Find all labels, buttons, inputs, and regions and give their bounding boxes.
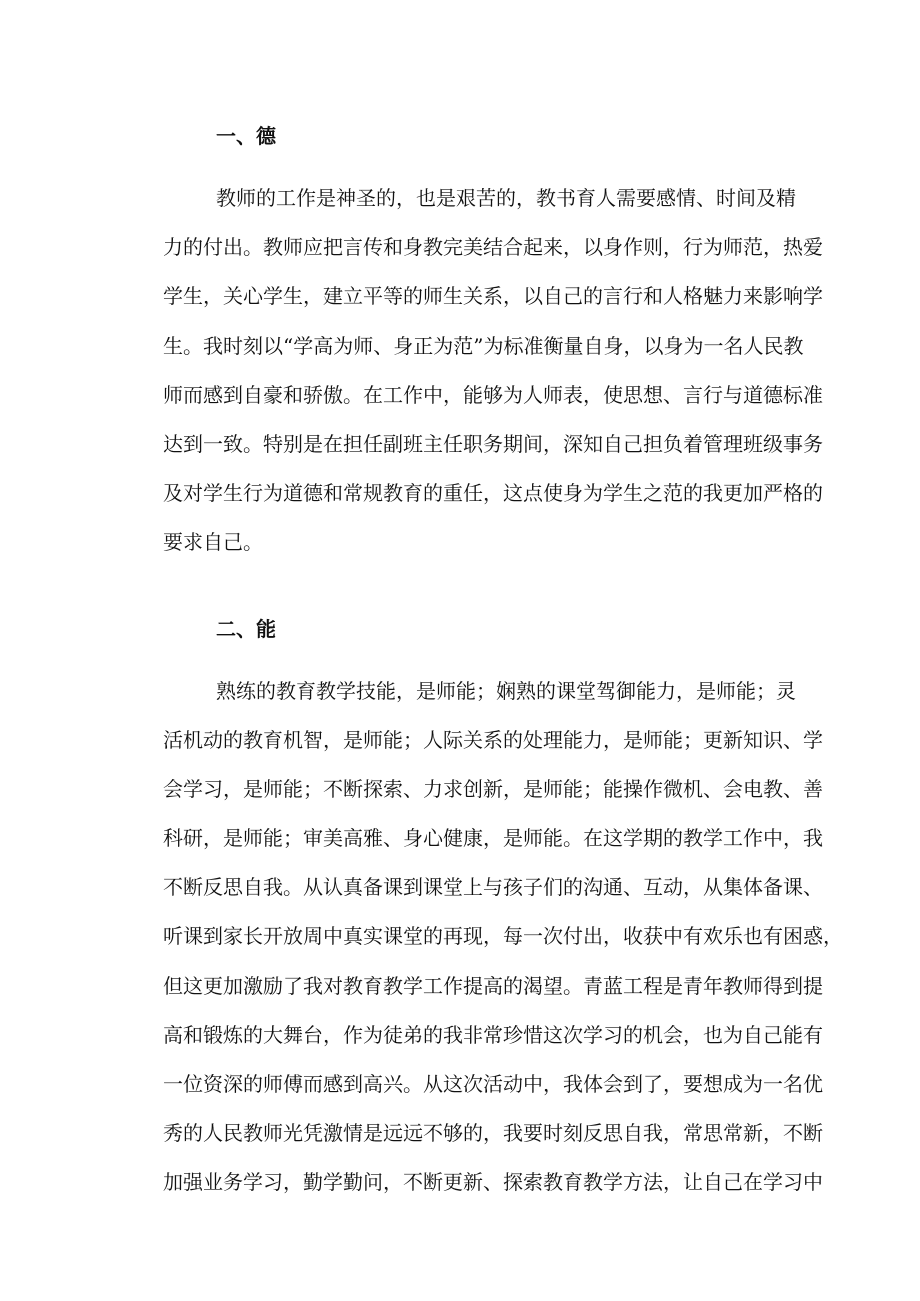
section-paragraph-neng — [163, 673, 843, 1214]
paragraph-line: 力的付出。教师应把言传和身教完美结合起来，以身作则，行为师范，热爱 — [163, 235, 823, 260]
paragraph-line: 会学习，是师能；不断探索、力求创新，是师能；能操作微机、会电教、善 — [163, 776, 823, 801]
paragraph-line: 但这更加激励了我对教育教学工作提高的渴望。青蓝工程是青年教师得到提 — [163, 973, 823, 998]
paragraph-line: 听课到家长开放周中真实课堂的再现，每一次付出，收获中有欢乐也有困惑， — [163, 924, 843, 949]
paragraph-line: 一位资深的师傅而感到高兴。从这次活动中，我体会到了，要想成为一名优 — [163, 1072, 823, 1096]
paragraph-line: 熟练的教育教学技能，是师能；娴熟的课堂驾御能力，是师能；灵 — [216, 678, 796, 703]
section-heading-neng: 二、能 — [216, 616, 276, 641]
paragraph-line: 加强业务学习，勤学勤问，不断更新、探索教育教学方法，让自己在学习中 — [163, 1170, 823, 1195]
section-heading-de: 一、德 — [216, 124, 276, 148]
paragraph-line: 科研，是师能；审美高雅、身心健康，是师能。在这学期的教学工作中，我 — [163, 826, 823, 851]
paragraph-line: 教师的工作是神圣的，也是艰苦的，教书育人需要感情、时间及精 — [216, 186, 796, 210]
paragraph-line: 活机动的教育机智，是师能；人际关系的处理能力，是师能；更新知识、学 — [163, 727, 823, 752]
document-page — [163, 118, 843, 1214]
paragraph-line: 不断反思自我。从认真备课到课堂上与孩子们的沟通、互动，从集体备课、 — [163, 875, 823, 900]
section-paragraph-de — [163, 180, 823, 574]
paragraph-line: 及对学生行为道德和常规教育的重任，这点使身为学生之范的我更加严格的 — [163, 481, 823, 506]
paragraph-line: 师而感到自豪和骄傲。在工作中，能够为人师表，使思想、言行与道德标准 — [163, 382, 823, 407]
paragraph-line: 高和锻炼的大舞台，作为徒弟的我非常珍惜这次学习的机会，也为自己能有 — [163, 1022, 823, 1047]
paragraph-line: 学生，关心学生，建立平等的师生关系，以自己的言行和人格魅力来影响学 — [163, 284, 823, 309]
paragraph-line: 秀的人民教师光凭激情是远远不够的，我要时刻反思自我，常思常新，不断 — [163, 1121, 823, 1146]
paragraph-line: 生。我时刻以“学高为师、身正为范”为标准衡量自身，以身为一名人民教 — [163, 333, 804, 358]
paragraph-line: 达到一致。特别是在担任副班主任职务期间，深知自己担负着管理班级事务 — [163, 431, 823, 456]
paragraph-line: 要求自己。 — [163, 530, 263, 555]
